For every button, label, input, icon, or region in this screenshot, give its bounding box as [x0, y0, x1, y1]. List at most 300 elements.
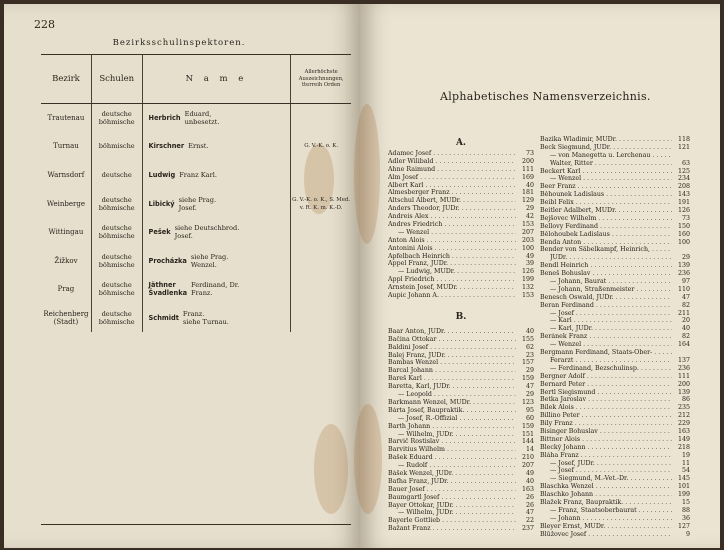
- entry-page: 199: [521, 276, 534, 284]
- cell-name: [142, 161, 291, 190]
- table-row: [41, 246, 351, 275]
- entry-page: 110: [677, 285, 690, 293]
- entry-page: 229: [677, 420, 690, 428]
- name-rest: [179, 310, 229, 326]
- entry-page: 40: [525, 477, 534, 485]
- index-entry: [540, 215, 690, 223]
- entry-name: Altschul Albert, MUDr. . . .: [388, 197, 516, 205]
- entry-name: — Karl . . .: [550, 317, 672, 325]
- index-entry: [388, 189, 534, 197]
- entry-page: 207: [521, 462, 534, 470]
- cell-orden: [291, 132, 351, 161]
- entry-page: 100: [521, 244, 534, 252]
- entry-page: 163: [521, 485, 534, 493]
- index-entry: [388, 462, 534, 470]
- entry-page: 212: [677, 412, 690, 420]
- entry-name: Bender von Säbelkampf, Heinrich, . . .: [540, 246, 672, 254]
- cell-schulen: [91, 304, 142, 333]
- cell-orden: [291, 246, 351, 275]
- entry-name: Beitler Adalbert, MUDr. . . .: [540, 207, 672, 215]
- entry-page: 144: [521, 438, 534, 446]
- cell-schulen: [91, 189, 142, 218]
- entry-page: 137: [677, 356, 690, 364]
- col-bezirk: Bezirk: [41, 55, 91, 104]
- cell-schulen-line: böhmische: [98, 203, 135, 212]
- index-entry: [540, 381, 690, 389]
- entry-page: 234: [677, 175, 690, 183]
- index-entry: [388, 407, 534, 415]
- index-entry: [388, 268, 534, 276]
- entry-page: 40: [525, 327, 534, 335]
- index-entry: [388, 229, 534, 237]
- index-entry: [388, 454, 534, 462]
- entry-name: Benesch Oswald, JUDr. . . .: [540, 294, 672, 302]
- entry-page: 88: [681, 506, 690, 514]
- index-entry: [388, 336, 534, 344]
- index-entry: [540, 475, 690, 483]
- index-entry: [388, 486, 534, 494]
- cell-bezirk: [41, 161, 91, 190]
- entry-page: 132: [521, 284, 534, 292]
- index-entry: [388, 446, 534, 454]
- index-entry: [540, 175, 690, 183]
- entry-name: Blaschka Wenzel . . .: [540, 483, 672, 491]
- col-schulen: Schulen: [91, 55, 142, 104]
- entry-name: Arnstein Josef, MUDr. . . .: [388, 284, 516, 292]
- entry-name: Aupic Johann A. . . .: [388, 292, 516, 300]
- index-entry: [540, 483, 690, 491]
- name-bold-line: Schmidt: [148, 313, 179, 322]
- entry-name: Baretta, Karl, JUDr. . . .: [388, 383, 516, 391]
- entry-name: Bareš Karl . . .: [388, 375, 516, 383]
- entry-name: Ahne Raimund . . .: [388, 166, 516, 174]
- name-rest: [181, 110, 220, 126]
- entry-name: Bambas Wenzel . . .: [388, 359, 516, 367]
- index-entry: [540, 341, 690, 349]
- entry-page: 203: [521, 236, 534, 244]
- entry-page: 19: [681, 451, 690, 459]
- entry-page: 125: [677, 167, 690, 175]
- index-entry: [540, 523, 690, 531]
- entry-page: 155: [521, 335, 534, 343]
- name-bold: [149, 281, 187, 297]
- cell-schulen: [91, 246, 142, 275]
- entry-name: Bittner Alois . . .: [540, 436, 672, 444]
- name-rest-line: siehe Prag.: [178, 195, 217, 204]
- entry-name: Ferarzt . . .: [550, 357, 672, 365]
- index-entry: [540, 317, 690, 325]
- index-entry: [540, 254, 690, 262]
- name-rest: [187, 253, 228, 269]
- entry-page: 123: [521, 398, 534, 406]
- index-entry: [540, 444, 690, 452]
- entry-page: 29: [525, 367, 534, 375]
- index-entry: [540, 373, 690, 381]
- cell-orden: [291, 161, 351, 190]
- cell-schulen-line: deutsche: [101, 110, 132, 119]
- stain: [354, 104, 380, 244]
- index-entry: [388, 438, 534, 446]
- entry-page: 14: [525, 446, 534, 454]
- name-rest-line: Josef.: [178, 203, 197, 212]
- entry-page: 97: [681, 278, 690, 286]
- index-entry: [540, 286, 690, 294]
- entry-name: Beibl Felix . . .: [540, 199, 672, 207]
- entry-page: 169: [521, 173, 534, 181]
- entry-name: Beneš Bohuslav . . .: [540, 270, 672, 278]
- entry-page: 47: [525, 509, 534, 517]
- entry-page: 150: [677, 222, 690, 230]
- cell-orden-line: G. V.-K. o. K.: [304, 143, 339, 150]
- index-entry: [540, 294, 690, 302]
- cell-bezirk: [41, 304, 91, 333]
- entry-name: — Johann, Baurat . . .: [550, 278, 672, 286]
- entry-name: — Wenzel . . .: [550, 175, 672, 183]
- name-rest: [184, 142, 208, 150]
- name-bold: [149, 114, 181, 122]
- entry-page: 60: [525, 414, 534, 422]
- index-entry: [540, 436, 690, 444]
- entry-page: 111: [521, 165, 534, 173]
- cell-schulen: [91, 132, 142, 161]
- name-rest-line: siehe Turnau.: [182, 317, 229, 326]
- page-header: Bezirksschulinspektoren.: [112, 38, 246, 48]
- index-entry: [540, 168, 690, 176]
- entry-name: Bernard Peter . . .: [540, 381, 672, 389]
- entry-page: 22: [525, 517, 534, 525]
- entry-page: 62: [525, 343, 534, 351]
- index-entry: [540, 325, 690, 333]
- name-rest-line: Eduard,: [184, 110, 212, 119]
- cell-schulen-line: deutsche: [101, 309, 132, 318]
- left-page: [4, 4, 360, 548]
- cell-schulen: [91, 275, 142, 304]
- entry-page: 139: [677, 388, 690, 396]
- entry-page: 200: [677, 380, 690, 388]
- name-rest: [171, 224, 240, 240]
- name-rest-line: Wenzel.: [190, 260, 217, 269]
- cell-bezirk-line: (Stadt): [53, 317, 79, 326]
- index-entry: [388, 166, 534, 174]
- cell-schulen-line: böhmische: [98, 142, 135, 151]
- entry-name: Beran Ferdinand . . .: [540, 302, 672, 310]
- index-entry: [540, 515, 690, 523]
- cell-schulen-line: böhmische: [98, 232, 135, 241]
- entry-name: — Johann . . .: [550, 515, 672, 523]
- cell-bezirk: [41, 275, 91, 304]
- entry-page: 236: [677, 270, 690, 278]
- index-entry: [540, 302, 690, 310]
- entry-name: Barth Johann . . .: [388, 423, 516, 431]
- entry-name: Bleyer Ernst, MUDr. . . .: [540, 523, 672, 531]
- entry-page: 111: [677, 372, 690, 380]
- entry-name: Almesberger Franz . . .: [388, 189, 516, 197]
- entry-page: 149: [677, 435, 690, 443]
- entry-page: 26: [525, 493, 534, 501]
- entry-page: 23: [525, 351, 534, 359]
- entry-page: 139: [677, 262, 690, 270]
- index-entry: [540, 467, 690, 475]
- index-column-2: [540, 136, 690, 538]
- entry-name: Blůžovec Josef . . .: [540, 531, 672, 539]
- table-row: [41, 275, 351, 304]
- name-bold-line: Libický: [148, 199, 175, 208]
- entry-page: 82: [681, 301, 690, 309]
- entry-page: 118: [677, 136, 690, 143]
- entry-page: 15: [681, 498, 690, 506]
- entry-name: Appel Franz, JUDr. . . .: [388, 260, 516, 268]
- entry-name: — von Manegetta u. Lerchenau . . .: [550, 152, 672, 160]
- index-entry: [540, 499, 690, 507]
- entry-page: 86: [681, 396, 690, 404]
- cell-name: [142, 218, 291, 247]
- entry-name: — Wenzel . . .: [550, 341, 672, 349]
- entry-page: 143: [677, 191, 690, 199]
- cell-name: [142, 246, 291, 275]
- index-entry: [388, 237, 534, 245]
- index-entry: [540, 278, 690, 286]
- cell-bezirk-line: Žižkov: [54, 256, 78, 265]
- cell-bezirk-line: Wittingau: [48, 228, 84, 237]
- index-entry: [388, 221, 534, 229]
- entry-name: Balej Franz, JUDr. . . .: [388, 352, 516, 360]
- index-entry: [540, 507, 690, 515]
- entry-page: 199: [677, 491, 690, 499]
- cell-orden: [291, 104, 351, 133]
- name-bold: [149, 257, 187, 265]
- entry-name: Bendl Heinrich . . .: [540, 262, 672, 270]
- stain: [354, 404, 382, 514]
- name-rest: [187, 281, 239, 297]
- entry-name: Bílek Alois . . .: [540, 404, 672, 412]
- entry-name: Bellovy Ferdinand . . .: [540, 223, 672, 231]
- index-entry: [540, 491, 690, 499]
- cell-bezirk: [41, 104, 91, 133]
- index-entry: [540, 349, 690, 357]
- entry-name: Beck Siegmund, JUDr. . . .: [540, 144, 672, 152]
- entry-name: Bárta Josef, Baupraktik. . . .: [388, 407, 516, 415]
- entry-page: 159: [521, 375, 534, 383]
- name-bold: [149, 228, 171, 236]
- entry-page: 101: [677, 483, 690, 491]
- name-bold: [149, 142, 185, 150]
- entry-name: Anton Alois . . .: [388, 237, 516, 245]
- section-letter-b: B.: [455, 311, 467, 322]
- index-column-1: [388, 136, 534, 533]
- entry-page: 153: [521, 221, 534, 229]
- index-entry: [540, 191, 690, 199]
- entry-page: 54: [681, 467, 690, 475]
- cell-schulen: [91, 218, 142, 247]
- index-entry: [540, 239, 690, 247]
- entry-page: 47: [525, 383, 534, 391]
- entry-name: Beer Franz . . .: [540, 183, 672, 191]
- index-entry: [540, 428, 690, 436]
- entry-name: — Siegmund, M.-Vet.-Dr. . . .: [550, 475, 672, 483]
- index-entry: [540, 160, 690, 168]
- cell-orden: [291, 275, 351, 304]
- entry-name: Blažek Franz, Baupraktik. . . .: [540, 499, 672, 507]
- index-entry: [540, 333, 690, 341]
- entry-name: — Ludwig, MUDr. . . .: [398, 268, 516, 276]
- name-bold: [149, 200, 175, 208]
- entry-name: Blecký Johann . . .: [540, 444, 672, 452]
- entry-page: 11: [681, 459, 690, 467]
- cell-bezirk: [41, 218, 91, 247]
- entry-name: Apfelbach Heinrich . . .: [388, 253, 516, 261]
- entry-page: 39: [525, 260, 534, 268]
- cell-bezirk: [41, 189, 91, 218]
- cell-name: [142, 304, 291, 333]
- entry-name: Alm Josef . . .: [388, 174, 516, 182]
- index-entry: [540, 144, 690, 152]
- cell-schulen: [91, 104, 142, 133]
- entry-page: 100: [677, 238, 690, 246]
- name-rest: [175, 171, 217, 179]
- entry-name: Barvič Rostislav . . .: [388, 438, 516, 446]
- cell-schulen-line: deutsche: [101, 224, 132, 233]
- entry-page: 181: [521, 189, 534, 197]
- index-entry: [388, 174, 534, 182]
- entry-name: Walter, Ritter . . .: [550, 160, 672, 168]
- index-entry: [388, 253, 534, 261]
- entry-name: — Josef . . .: [550, 467, 672, 475]
- index-entry: [388, 292, 534, 300]
- cell-name: [142, 189, 291, 218]
- cell-schulen-line: böhmische: [98, 118, 135, 127]
- entry-page: 210: [521, 454, 534, 462]
- section-letter-a: A.: [455, 138, 467, 148]
- name-rest-line: Franz.: [182, 309, 205, 318]
- cell-bezirk-line: Trautenau: [47, 114, 85, 123]
- entry-page: 237: [521, 525, 534, 533]
- entry-page: 49: [525, 469, 534, 477]
- index-entry: [388, 328, 534, 336]
- entry-page: 153: [521, 292, 534, 300]
- entry-page: 163: [677, 427, 690, 435]
- entry-page: 235: [677, 404, 690, 412]
- table-bottom-rule: [41, 524, 351, 525]
- index-entry: [388, 391, 534, 399]
- index-entry: [540, 531, 690, 539]
- index-entry: [388, 423, 534, 431]
- entry-name: Bašek Eduard . . .: [388, 454, 516, 462]
- entry-page: 29: [681, 254, 690, 262]
- name-bold-line: Ludwig: [148, 170, 176, 179]
- index-entry: [388, 359, 534, 367]
- entry-page: 208: [677, 183, 690, 191]
- cell-orden: [291, 189, 351, 218]
- col-name: N a m e: [142, 55, 291, 104]
- entry-name: — Wilhelm, JUDr. . . .: [398, 509, 516, 517]
- entry-name: Bláha Franz . . .: [540, 452, 672, 460]
- entry-name: Albert Karl . . .: [388, 182, 516, 190]
- entry-name: — Josef . . .: [550, 310, 672, 318]
- index-entry: [540, 420, 690, 428]
- index-entry: [388, 352, 534, 360]
- entry-name: — Johann, Straßenmeister . . .: [550, 286, 672, 294]
- entry-name: Baumgartl Josef . . .: [388, 494, 516, 502]
- index-entry: [540, 199, 690, 207]
- entry-name: Bačina Ottokar . . .: [388, 336, 516, 344]
- index-entry: [388, 502, 534, 510]
- entry-name: — Josef, JUDr. . . .: [550, 460, 672, 468]
- index-entry: [388, 367, 534, 375]
- name-rest-line: unbesetzt.: [184, 118, 220, 127]
- entry-name: Barvitius Wilhelm . . .: [388, 446, 516, 454]
- index-entry: [388, 375, 534, 383]
- name-rest: [175, 196, 216, 212]
- name-bold-line: Kirschner: [148, 142, 185, 151]
- index-entry: [388, 284, 534, 292]
- index-entry: [540, 365, 690, 373]
- entry-name: Bergner Adolf . . .: [540, 373, 672, 381]
- index-entry: [540, 412, 690, 420]
- cell-orden: [291, 304, 351, 333]
- entry-name: — Rudolf . . .: [398, 462, 516, 470]
- entry-name: Bily Franz . . .: [540, 420, 672, 428]
- entry-page: 95: [525, 406, 534, 414]
- index-entry: [388, 383, 534, 391]
- entry-name: Betka Jaroslav . . .: [540, 396, 672, 404]
- cell-schulen-line: böhmische: [98, 317, 135, 326]
- table-row: [41, 189, 351, 218]
- index-entry: [540, 152, 690, 160]
- entry-page: 47: [681, 293, 690, 301]
- entry-page: 236: [677, 364, 690, 372]
- index-entry: [540, 452, 690, 460]
- index-entry: [388, 276, 534, 284]
- index-entry: [540, 136, 690, 144]
- index-entry: [540, 389, 690, 397]
- name-rest-line: siehe Deutschbrod.: [174, 224, 240, 233]
- entry-page: 145: [677, 475, 690, 483]
- entry-name: Baar Anton, JUDr. . . .: [388, 328, 516, 336]
- entry-name: Bayer Ottokar, JUDr. . . .: [388, 502, 516, 510]
- entry-page: 42: [525, 213, 534, 221]
- entry-name: Bertl Siegismund . . .: [540, 389, 672, 397]
- entry-name: Andreis Alex . . .: [388, 213, 516, 221]
- cell-bezirk: [41, 132, 91, 161]
- entry-page: 29: [525, 391, 534, 399]
- cell-schulen-line: deutsche: [101, 281, 132, 290]
- cell-name: [142, 132, 291, 161]
- cell-schulen: [91, 161, 142, 190]
- entry-page: 211: [677, 309, 690, 317]
- cell-bezirk-line: Turnau: [53, 142, 79, 151]
- index-entry: [388, 245, 534, 253]
- entry-page: 164: [677, 341, 690, 349]
- cell-bezirk-line: Reichenberg: [43, 309, 89, 318]
- entry-name: — Ferdinand, Bezschulinsp. . . .: [550, 365, 672, 373]
- name-bold: [149, 171, 176, 179]
- entry-page: 20: [681, 317, 690, 325]
- entry-page: 29: [525, 205, 534, 213]
- index-entry: [388, 431, 534, 439]
- name-rest-line: Franz.: [191, 289, 213, 298]
- entry-page: 73: [525, 150, 534, 157]
- entry-page: 9: [685, 530, 690, 538]
- col-orden: Allerhöchste Auszeichnungen, tterreih Orden: [291, 55, 351, 104]
- entry-page: 36: [681, 514, 690, 522]
- entry-name: Blaschko Johann . . .: [540, 491, 672, 499]
- cell-name: [142, 275, 291, 304]
- cell-schulen-line: deutsche: [101, 170, 132, 179]
- name-bold: [149, 314, 179, 322]
- entry-name: Bejšovec Wilhelm . . .: [540, 215, 672, 223]
- entry-page: 73: [681, 214, 690, 222]
- cell-schulen-line: deutsche: [101, 252, 132, 261]
